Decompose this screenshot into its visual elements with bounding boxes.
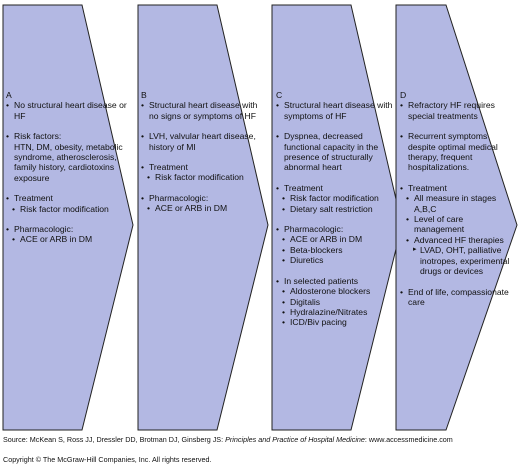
section-sub-item: • Aldosterone blockers xyxy=(276,286,399,296)
section-sub-item: • ACE or ARB in DM xyxy=(6,234,129,244)
stage-section xyxy=(276,276,399,328)
stage-d-column xyxy=(400,90,513,317)
section-heading: • Pharmacologic: xyxy=(6,224,129,234)
section-heading: • Treatment xyxy=(6,193,129,203)
section-sub-item: • Risk factor modification xyxy=(141,172,264,182)
section-heading: • Structural heart disease with symptoms of HF xyxy=(276,100,399,121)
section-sub-item: • ACE or ARB in DM xyxy=(276,234,399,244)
section-heading: • Refractory HF requires special treatments xyxy=(400,100,513,121)
section-heading: • Recurrent symptoms despite optimal medical therapy, frequent hospitalizations. xyxy=(400,131,513,173)
section-sub-item: • Hydralazine/Nitrates xyxy=(276,307,399,317)
section-sub-item: • Advanced HF therapies xyxy=(400,235,513,245)
source-line xyxy=(3,436,453,444)
stage-section xyxy=(6,131,129,183)
section-heading: • LVH, valvular heart disease, history of MI xyxy=(141,131,264,152)
stage-section xyxy=(276,224,399,266)
section-heading: • Pharmacologic: xyxy=(141,193,264,203)
section-heading: • Structural heart disease with no signs or symptoms of HF xyxy=(141,100,264,121)
section-heading: • Pharmacologic: xyxy=(276,224,399,234)
stage-section xyxy=(6,193,129,214)
section-sub-item: • Digitalis xyxy=(276,297,399,307)
stage-section xyxy=(141,193,264,214)
source-title: Principles and Practice of Hospital Medicine xyxy=(225,435,365,444)
stage-b-column xyxy=(141,90,264,224)
section-detail: HTN, DM, obesity, metabolic syndrome, atherosclerosis, family history, cardiotoxins exposure xyxy=(14,141,123,183)
stage-section xyxy=(6,224,129,245)
source-prefix: Source: McKean S, Ross JJ, Dressler DD, Brotman DJ, Ginsberg JS: xyxy=(3,435,226,444)
stage-section xyxy=(400,287,513,308)
source-suffix: : www.accessmedicine.com xyxy=(364,435,453,444)
section-sub-item: • Beta-blockers xyxy=(276,245,399,255)
stage-section xyxy=(400,100,513,121)
copyright-text: Copyright © The McGraw-Hill Companies, Inc. All rights reserved. xyxy=(3,455,212,464)
section-sub-item: • Risk factor modification xyxy=(6,204,129,214)
stage-section xyxy=(400,183,513,277)
stage-section xyxy=(141,162,264,183)
stage-letter: C xyxy=(276,90,283,100)
stage-letter: A xyxy=(6,90,12,100)
section-heading: • No structural heart disease or HF xyxy=(6,100,129,121)
stage-a-column xyxy=(6,90,129,255)
stage-letter: B xyxy=(141,90,147,100)
section-sub-item: • ICD/Biv pacing xyxy=(276,317,399,327)
section-heading: • End of life, compassionate care xyxy=(400,287,513,308)
stage-section xyxy=(400,131,513,173)
stage-section xyxy=(141,131,264,152)
stage-section xyxy=(276,183,399,214)
section-heading: • Treatment xyxy=(400,183,513,193)
section-sub-item: • Level of care management xyxy=(400,214,513,235)
section-heading: • In selected patients xyxy=(276,276,399,286)
stage-c-column xyxy=(276,90,399,338)
section-heading: • Treatment xyxy=(276,183,399,193)
section-sub-item: • All measure in stages A,B,C xyxy=(400,193,513,214)
section-heading: • Risk factors: xyxy=(6,131,129,141)
stage-letter: D xyxy=(400,90,407,100)
stage-section xyxy=(276,131,399,173)
section-heading: • Treatment xyxy=(141,162,264,172)
copyright-line xyxy=(3,456,211,464)
section-sub-item: • Dietary salt restriction xyxy=(276,204,399,214)
section-sub-sub-item: ▸ LVAD, OHT, palliative inotropes, experimental drugs or devices xyxy=(400,245,513,276)
section-sub-item: • ACE or ARB in DM xyxy=(141,203,264,213)
stage-section xyxy=(6,100,129,121)
stage-section xyxy=(276,100,399,121)
section-heading: • Dyspnea, decreased functional capacity in the presence of structurally abnormal heart xyxy=(276,131,399,173)
section-sub-item: • Risk factor modification xyxy=(276,193,399,203)
section-sub-item: • Diuretics xyxy=(276,255,399,265)
stage-section xyxy=(141,100,264,121)
